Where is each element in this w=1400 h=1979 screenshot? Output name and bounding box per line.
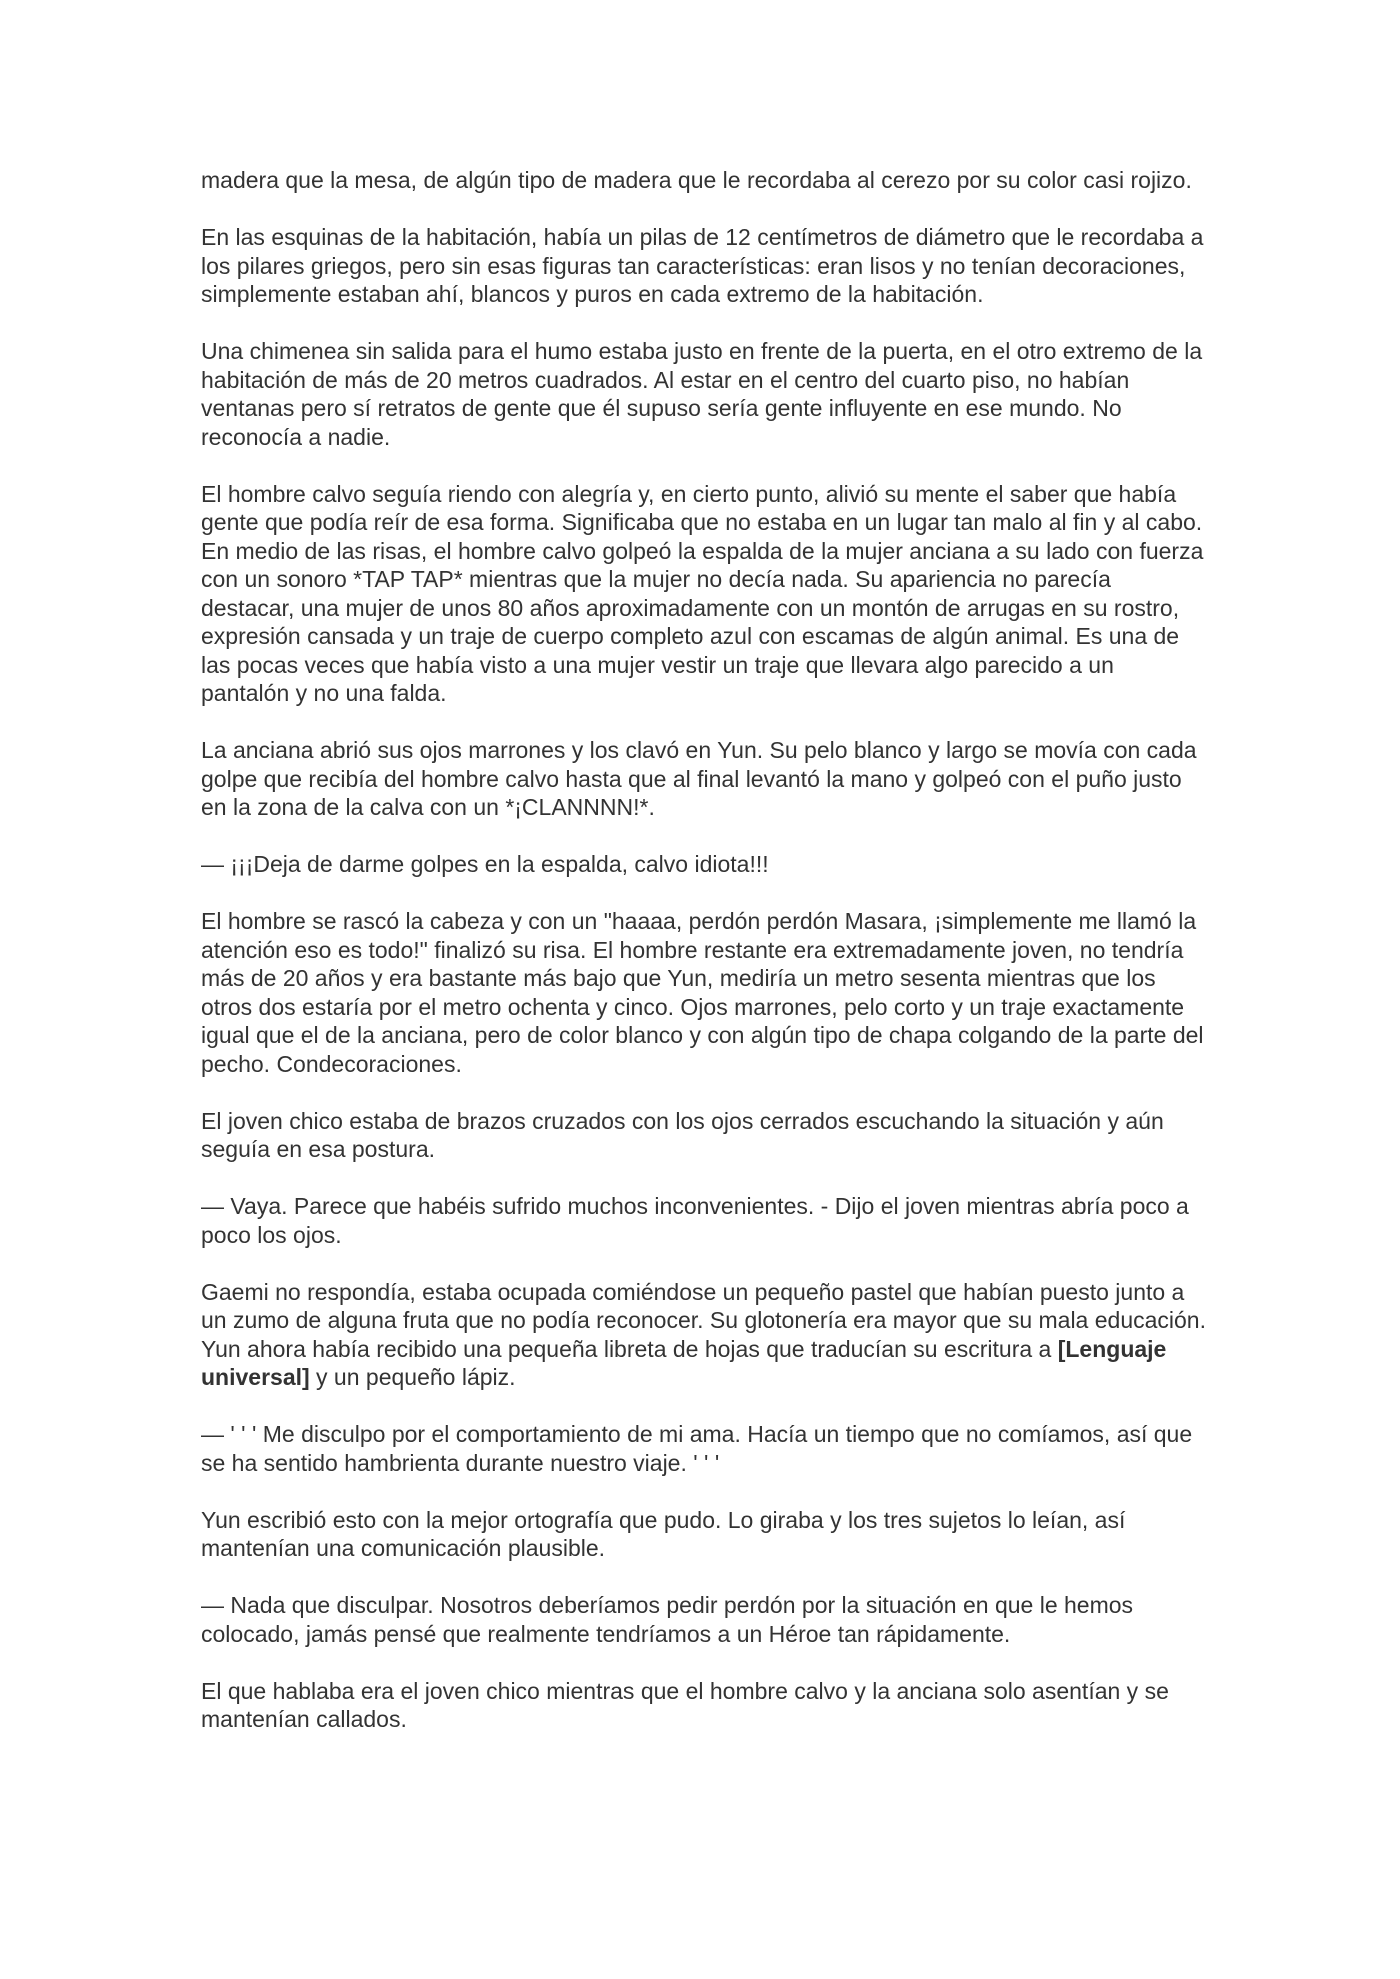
text-run: Una chimenea sin salida para el humo estaba justo en frente de la puerta, en el otro extremo de la habitación de más de 20 metros cuadrados. Al estar en el centro del cuarto piso, no habían ventanas pero sí retratos de gente que él supuso sería gente influyente en ese mundo. No reconocía a nadie. <box>201 338 1203 450</box>
paragraph <box>201 480 1206 708</box>
paragraph <box>201 1506 1206 1563</box>
text-run: El hombre se rascó la cabeza y con un "haaaa, perdón perdón Masara, ¡simplemente me llamó la atención eso es todo!" finalizó su risa. El hombre restante era extremadamente joven, no tendría más de 20 años y era bastante más bajo que Yun, mediría un metro sesenta mientras que los otros dos estaría por el metro ochenta y cinco. Ojos marrones, pelo corto y un traje exactamente igual que el de la anciana, pero de color blanco y con algún tipo de chapa colgando de la parte del pecho. Condecoraciones. <box>201 908 1204 1077</box>
text-run: y un pequeño lápiz. <box>309 1364 516 1390</box>
paragraph <box>201 1107 1206 1164</box>
text-run: — Vaya. Parece que habéis sufrido muchos inconvenientes. - Dijo el joven mientras abría poco a poco los ojos. <box>201 1193 1189 1248</box>
text-run: Yun escribió esto con la mejor ortografía que pudo. Lo giraba y los tres sujetos lo leían, así mantenían una comunicación plausible. <box>201 1506 1126 1561</box>
paragraph <box>201 736 1206 822</box>
text-run: En las esquinas de la habitación, había un pilas de 12 centímetros de diámetro que le recordaba a los pilares griegos, pero sin esas figuras tan características: eran lisos y no tenían decoraciones, simplemente estaban ahí, blancos y puros en cada extremo de la habitación. <box>201 224 1204 307</box>
paragraph <box>201 1192 1206 1249</box>
paragraph <box>201 907 1206 1078</box>
paragraph <box>201 223 1206 309</box>
text-run: — ¡¡¡Deja de darme golpes en la espalda, calvo idiota!!! <box>201 851 769 877</box>
text-run: madera que la mesa, de algún tipo de madera que le recordaba al cerezo por su color casi rojizo. <box>201 167 1192 193</box>
paragraph <box>201 1591 1206 1648</box>
bold-text-run: [Lenguaje universal] <box>201 1335 1167 1390</box>
paragraph <box>201 850 1206 879</box>
text-run: Gaemi no respondía, estaba ocupada comiéndose un pequeño pastel que habían puesto junto a un zumo de alguna fruta que no podía reconocer. Su glotonería era mayor que su mala educación. Yun ahora había recibido una pequeña libreta de hojas que traducían su escritura a <box>201 1278 1206 1362</box>
text-run: — Nada que disculpar. Nosotros deberíamos pedir perdón por la situación en que le hemos colocado, jamás pensé que realmente tendríamos a un Héroe tan rápidamente. <box>201 1592 1134 1647</box>
paragraph <box>201 1420 1206 1477</box>
text-run: El hombre calvo seguía riendo con alegría y, en cierto punto, alivió su mente el saber que había gente que podía reír de esa forma. Significaba que no estaba en un lugar tan malo al fin y al cabo. En medio de las risas, el hombre calvo golpeó la espalda de la mujer anciana a su lado con fuerza con un sonoro *TAP TAP* mientras que la mujer no decía nada. Su apariencia no parecía destacar, una mujer de unos 80 años aproximadamente con un montón de arrugas en su rostro, expresión cansada y un traje de cuerpo completo azul con escamas de algún animal. Es una de las pocas veces que había visto a una mujer vestir un traje que llevara algo parecido a un pantalón y no una falda. <box>201 480 1204 706</box>
document-body <box>201 166 1206 1762</box>
text-run: El joven chico estaba de brazos cruzados con los ojos cerrados escuchando la situación y aún seguía en esa postura. <box>201 1107 1164 1162</box>
text-run: El que hablaba era el joven chico mientras que el hombre calvo y la anciana solo asentían y se mantenían callados. <box>201 1677 1169 1732</box>
text-run: — ' ' ' Me disculpo por el comportamiento de mi ama. Hacía un tiempo que no comíamos, así que se ha sentido hambrienta durante nuestro viaje. ' ' ' <box>201 1421 1193 1476</box>
text-run: La anciana abrió sus ojos marrones y los clavó en Yun. Su pelo blanco y largo se movía con cada golpe que recibía del hombre calvo hasta que al final levantó la mano y golpeó con el puño justo en la zona de la calva con un *¡CLANNNN!*. <box>201 737 1197 820</box>
paragraph <box>201 1278 1206 1392</box>
paragraph <box>201 337 1206 451</box>
paragraph <box>201 166 1206 195</box>
paragraph <box>201 1677 1206 1734</box>
